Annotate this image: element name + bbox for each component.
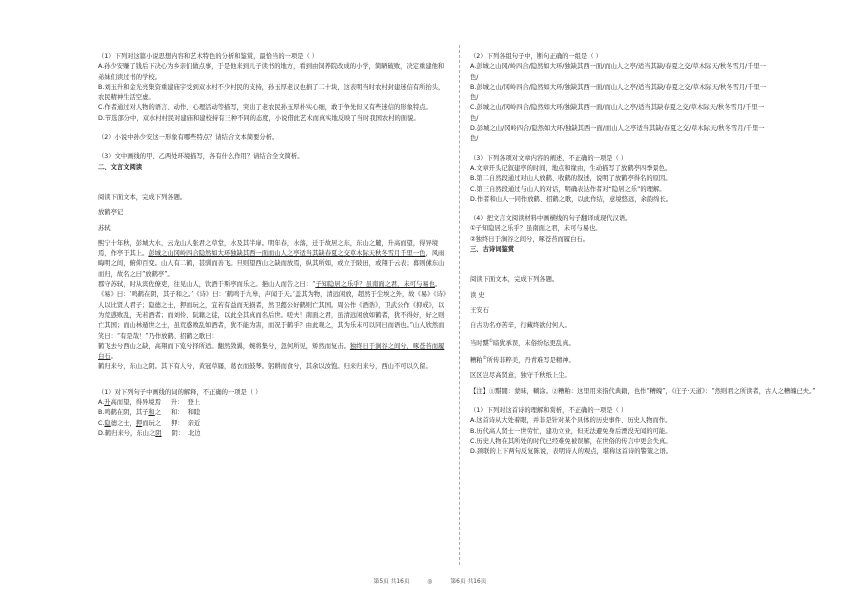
- question-2: （2）小说中孙少安这一形象有哪些特点？请结合文本简要分析。: [98, 134, 279, 142]
- option-d-line2: 色/: [470, 135, 479, 143]
- poem-author: 王安石: [470, 306, 489, 314]
- poem-line-4: 区区岂尽高贤意，独守千秋纸上尘。: [470, 372, 571, 380]
- option-d: D.颈联的上下两句反复陈说，表明诗人的观点，堪称这首诗的警策之语。: [470, 448, 673, 456]
- option-c: C.作者通过对人物的语言、动作、心理活动等描写，突出了老农民孙玉厚朴实心细，敢于争先但又有些迷信的形象特点。: [98, 104, 432, 112]
- page-number-left: 第5页 共16页: [373, 579, 410, 585]
- option-a: A.升高而望，得异境焉 升： 登上: [98, 399, 201, 407]
- poem-line-1: 自古功名亦苦辛，行藏终欲付何人。: [470, 322, 571, 330]
- poem-title: 读 史: [470, 291, 485, 299]
- page-number-right: 第6页 共16页: [450, 579, 487, 585]
- question-1: （1）下列对这篇小说思想内容和艺术特色的分析和鉴赏，最恰当的一项是（ ）: [98, 53, 319, 60]
- center-mark-icon: ◎: [427, 579, 433, 585]
- column-divider: [459, 45, 460, 565]
- option-d-line1: D.彭城之山/冈岭四合/隐然如大环/独缺其西一面/而山人之亭适当其缺/春夏之交/草木际天/秋冬雪月/千里一: [470, 125, 765, 133]
- question-3: （3）文中画线的甲、乙两处环境描写，各有什么作用？请结合全文简析。: [98, 153, 304, 161]
- page-footer: [0, 576, 860, 585]
- poem-line-3: 糟粕②所传非粹美，丹青难写是精神。: [470, 355, 575, 365]
- essay-paragraph-2: 郡守苏轼，时从宾佐僚吏，往见山人，饮酒于斯亭而乐之。挹山人而告之曰：“子知隐居之乐乎？虽南面之君，未可与易也。《易》曰：‘鸣鹤在阴，其子和之。’《诗》曰：‘鹤鸣于九皋，声闻于天。’盖其为物，清远闲放，超然于尘埃之外，故《易》《诗》人以比贤人君子；隐德之士，狎而玩之，宜若有益而无损者，然卫懿公好鹤则亡其国。周公作《酒诰》，卫武公作《抑戒》，以为荒惑败乱，无若酒者；而刘伶、阮籍之徒，以此全其真而名后世。嗟夫！南面之君，虽清远闲放如鹤者，犹不得好，好之则亡其国；而山林遁世之士，虽荒惑败乱如酒者，犹不能为害，而况于鹤乎？由此观之，其为乐未可以同日而语也。”山人欣然而笑曰：“有是哉！”乃作放鹤、招鹤之歌曰：: [98, 281, 450, 340]
- question-5: （2）下列各组句子中，断句正确的一组是（ ）: [470, 53, 602, 60]
- translation-item-2: ②独终日于涧谷之间兮，啄苍苔而履白石。: [470, 235, 589, 243]
- right-column: [470, 52, 822, 457]
- question-7: （4）把文言文阅读材料中画横线的句子翻译成现代汉语。: [470, 215, 632, 223]
- essay-paragraph-3: 鹤飞去兮西山之缺，高翔而下览兮择所适。翻然敛翼，婉将集兮，忽何所见，矫然而复击。独终日于涧谷之间兮，啄苍苔而履白石。: [98, 342, 445, 361]
- option-c: C.第三自然段通过与山人的对话，明确表达作者对“隐居之乐”的理解。: [470, 185, 666, 193]
- poem-note: 【注】①黮闇：蒙昧，糊涂。②糟粕：这里用来指代典籍，也作“糟魄”，《庄子·天道》：“然则君之所读者，古人之糟魄已夫。”: [470, 387, 816, 395]
- question-6: （3）下列各项对文章内容的阐述，不正确的一项是（ ）: [470, 154, 628, 162]
- question-4: （1）对下列句子中画线的词的解释，不正确的一项是（ ）: [98, 388, 262, 396]
- option-b-line2: 色/: [470, 94, 479, 102]
- option-c-line1: C.彭城之山/冈岭四合/隐然如大环/独缺其西一面/而山人之亭/适当其缺春夏之交/草木际天/秋冬雪月/千里一: [470, 104, 765, 112]
- option-d: D.作者和山人一同作放鹤、招鹤之歌，以此作结，意境悠远，余韵绵长。: [470, 195, 673, 203]
- option-c: C.隐德之士，狎而玩之 狎： 亲近: [98, 419, 201, 427]
- essay-author: 苏轼: [98, 224, 111, 232]
- option-d: D.鹤归来兮，东山之阴 阴： 北边: [98, 429, 201, 437]
- option-d: D.节选部分中，双水村村民对建庙和建校持有三种不同的态度，小说借此艺术而真实地反映了当时我国农村的面貌。: [98, 114, 420, 122]
- option-b-line1: B.彭城之山/冈岭四合/隐然如大环/独缺其西一面/而山人之亭/适当其缺/春夏之交/草木际天/秋冬雪月/千里一: [470, 83, 767, 91]
- section-heading-2: 二、文言文阅读: [98, 163, 143, 171]
- poem-line-2: 当时黮①暗犹承误，末俗纷纭更乱真。: [470, 338, 575, 347]
- option-a-line2: 色/: [470, 73, 479, 81]
- underlined-sentence: 子知隐居之乐乎？虽南面之君，未可与易也: [315, 281, 435, 289]
- left-column: [98, 52, 450, 439]
- option-b: B.鸣鹤在阴，其子和之 和： 和睦: [98, 409, 201, 417]
- read-intro: 阅读下面文本，完成下列各题。: [98, 193, 187, 201]
- underlined-sentence: 彭城之山冈岭四合隐然如大环独缺其西一面而山人之亭适当其缺春夏之交草木际天秋冬雪月千里一色: [148, 250, 426, 258]
- option-b: B.刘玉升和金光亮集资重建庙宇受到双水村不少村民的支持，孙玉厚老汉也捐了二十块，这表明当时农村封建迷信有所抬头，农民精神生活空虚。: [98, 83, 445, 102]
- question-8: （1）下列对这首诗的理解和赏析，不正确的一项是（ ）: [470, 406, 628, 414]
- option-a: A.孙少安赚了钱后下决心为乡亲们做点事，于是他来到儿子读书的地方，看到由饲养院改成的小学，简陋破败，决定重建他和弟妹们读过书的学校。: [98, 63, 445, 81]
- translation-item-1: ①子知隐居之乐乎？虽南面之君，未可与易也。: [470, 225, 602, 233]
- option-a: A.这首诗从大处着眼，并非是针对某个具体的历史事件、历史人物而作。: [470, 417, 672, 425]
- essay-title: 放鹤亭记: [98, 209, 124, 217]
- option-c-line2: 色/: [470, 114, 479, 122]
- section-heading-3: 三、古诗词鉴赏: [470, 246, 515, 254]
- option-b: B.历代高人贤士一世劳忙，建功立业，但无法避免身后湮没无闻的可能。: [470, 427, 672, 435]
- underlined-sentence: 独终日于涧谷之间兮，啄苍苔而履白石: [98, 342, 445, 361]
- essay-paragraph-1: 熙宁十年秋，彭城大水，云龙山人张君之草堂，水及其半扉。明年春，水落，迁于故居之东，东山之麓，升高而望，得异境焉，作亭于其上。彭城之山冈岭四合隐然如大环独缺其西一面而山人之亭适当其缺春夏之交草木际天秋冬雪月千里一色，风雨晦明之间，俯仰百变。山人有二鹤，甚驯而善飞。旦则望西山之缺而放焉，纵其所如，或立于陂田，或翔于云表；暮则傃东山而归，故名之曰“放鹤亭”。: [98, 239, 445, 278]
- read-intro: 阅读下面文本，完成下列各题。: [470, 276, 559, 284]
- option-c: C.历史人物在其所处的时代已经难免被误解，在世俗的传言中更会失真。: [470, 437, 672, 445]
- option-a-line1: A.彭城之山冈/岭四合/隐然如大环/独缺其西一面/而山人之亭/适当其缺/春夏之交/草木际天/秋冬雪月/千里一: [470, 63, 767, 71]
- option-a: A.文章开头记叙建亭的时间，地点和缘由，生动描写了放鹤亭四季景色。: [470, 164, 672, 172]
- essay-paragraph-4: 鹤归来兮，东山之阴。其下有人兮，黄冠草屦，葛衣而鼓琴。躬耕而食兮，其余以汝饱。归来归来兮，西山不可以久留。: [98, 363, 432, 371]
- option-b: B.第二自然段通过对山人放鹤、收鹤的叙述，说明了放鹤亭得名的原因。: [470, 175, 672, 183]
